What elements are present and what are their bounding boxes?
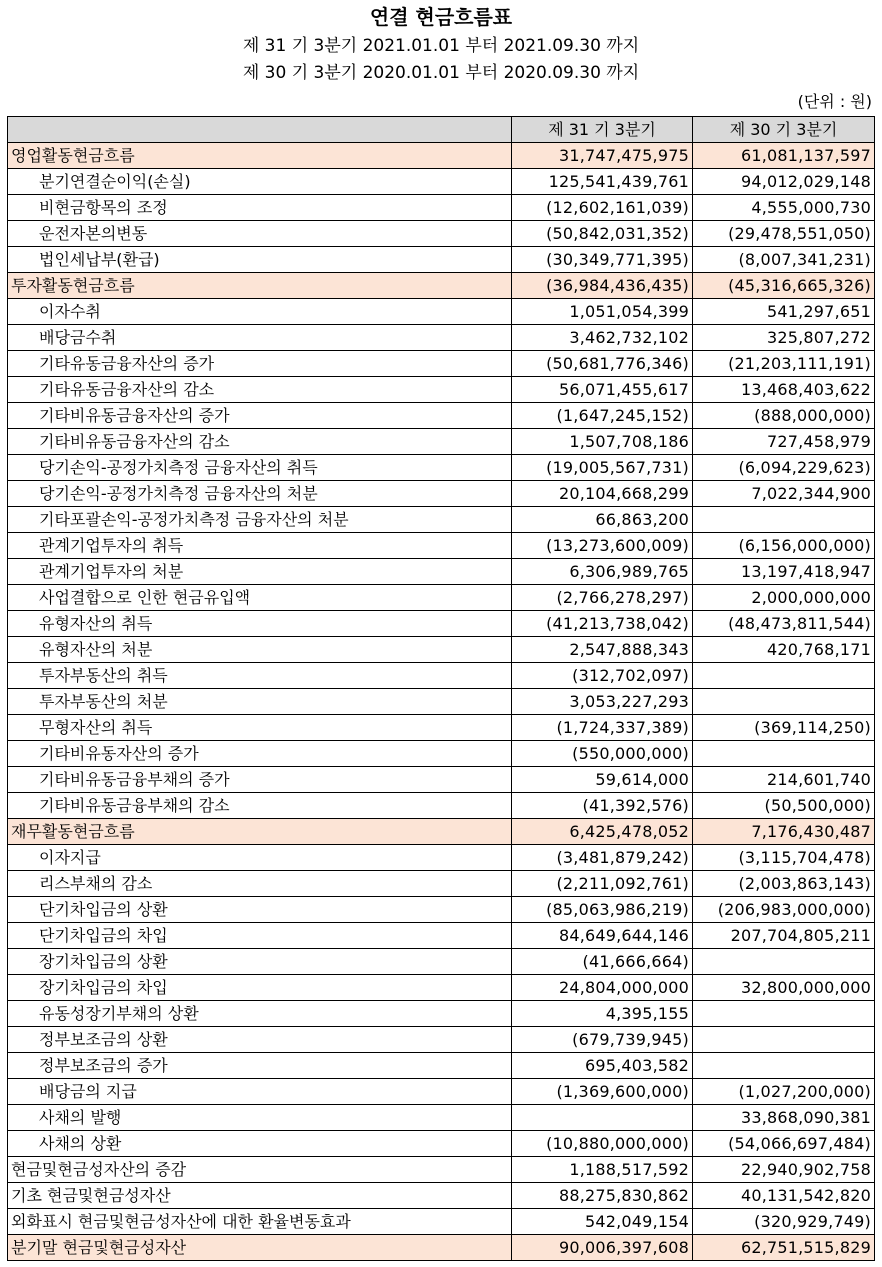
row-value-current: (2,211,092,761) [512,871,693,897]
row-value-current: 90,006,397,608 [512,1235,693,1261]
table-row [8,169,875,195]
row-value-current: 66,863,200 [512,507,693,533]
row-label: 재무활동현금흐름 [8,819,512,845]
row-label: 현금및현금성자산의 증감 [8,1157,512,1183]
row-value-current: 1,051,054,399 [512,299,693,325]
row-label: 정부보조금의 상환 [8,1027,512,1053]
row-label: 기타유동금융자산의 증가 [8,351,512,377]
row-value-prior: (888,000,000) [693,403,875,429]
row-label: 당기손익-공정가치측정 금융자산의 처분 [8,481,512,507]
row-value-prior: 325,807,272 [693,325,875,351]
table-row [8,611,875,637]
row-value-current: 31,747,475,975 [512,143,693,169]
row-value-prior: (206,983,000,000) [693,897,875,923]
row-value-prior: (29,478,551,050) [693,221,875,247]
table-row-section [8,819,875,845]
row-label: 단기차입금의 상환 [8,897,512,923]
row-value-prior [693,1027,875,1053]
table-row [8,533,875,559]
row-value-prior [693,507,875,533]
table-row [8,1105,875,1131]
row-value-prior: 40,131,542,820 [693,1183,875,1209]
row-value-current: 125,541,439,761 [512,169,693,195]
row-label: 장기차입금의 상환 [8,949,512,975]
table-row [8,845,875,871]
column-header-label [8,117,512,143]
table-row-section [8,1235,875,1261]
table-row [8,637,875,663]
row-value-current: (3,481,879,242) [512,845,693,871]
period-current: 제 31 기 3분기 2021.01.01 부터 2021.09.30 까지 [242,36,640,56]
row-value-current: (1,647,245,152) [512,403,693,429]
row-value-prior: (1,027,200,000) [693,1079,875,1105]
unit-label: (단위 : 원) [797,92,872,111]
row-value-prior: 32,800,000,000 [693,975,875,1001]
row-label: 투자활동현금흐름 [8,273,512,299]
row-label: 사채의 상환 [8,1131,512,1157]
row-value-current: (41,213,738,042) [512,611,693,637]
row-value-current: (36,984,436,435) [512,273,693,299]
row-label: 당기손익-공정가치측정 금융자산의 취득 [8,455,512,481]
table-row [8,949,875,975]
table-row [8,923,875,949]
row-value-current: 6,306,989,765 [512,559,693,585]
table-row [8,1001,875,1027]
row-label: 단기차입금의 차입 [8,923,512,949]
row-value-prior: (8,007,341,231) [693,247,875,273]
row-value-prior [693,689,875,715]
row-label: 투자부동산의 취득 [8,663,512,689]
table-row [8,663,875,689]
row-value-prior: 4,555,000,730 [693,195,875,221]
table-row [8,507,875,533]
row-value-prior [693,949,875,975]
row-value-prior: 207,704,805,211 [693,923,875,949]
cash-flow-table [7,116,875,1261]
table-row [8,325,875,351]
row-value-prior: (50,500,000) [693,793,875,819]
row-value-prior: (45,316,665,326) [693,273,875,299]
table-row-section [8,143,875,169]
table-row [8,1131,875,1157]
row-value-current: (10,880,000,000) [512,1131,693,1157]
table-header-row [8,117,875,143]
row-value-current: 4,395,155 [512,1001,693,1027]
row-value-current: (12,602,161,039) [512,195,693,221]
row-label: 비현금항목의 조정 [8,195,512,221]
row-label: 기타비유동금융부채의 증가 [8,767,512,793]
row-label: 유형자산의 처분 [8,637,512,663]
row-label: 장기차입금의 차입 [8,975,512,1001]
row-label: 기타비유동금융자산의 증가 [8,403,512,429]
table-row [8,1053,875,1079]
row-value-current: 3,462,732,102 [512,325,693,351]
row-value-current: (13,273,600,009) [512,533,693,559]
row-value-prior: 2,000,000,000 [693,585,875,611]
table-row [8,585,875,611]
row-label: 이자수취 [8,299,512,325]
table-row [8,351,875,377]
row-value-current: (19,005,567,731) [512,455,693,481]
row-value-current: (1,724,337,389) [512,715,693,741]
column-header-current: 제 31 기 3분기 [512,117,693,143]
row-value-prior: (21,203,111,191) [693,351,875,377]
row-value-prior: (369,114,250) [693,715,875,741]
row-value-prior [693,741,875,767]
row-value-prior: (3,115,704,478) [693,845,875,871]
row-value-current: (85,063,986,219) [512,897,693,923]
row-label: 분기말 현금및현금성자산 [8,1235,512,1261]
row-label: 기타유동금융자산의 감소 [8,377,512,403]
row-value-prior: 62,751,515,829 [693,1235,875,1261]
row-value-current: 1,188,517,592 [512,1157,693,1183]
row-label: 운전자본의변동 [8,221,512,247]
statement-title: 연결 현금흐름표 [369,5,513,29]
row-label: 사업결합으로 인한 현금유입액 [8,585,512,611]
row-value-prior: (6,156,000,000) [693,533,875,559]
table-row-section [8,273,875,299]
row-value-prior: 33,868,090,381 [693,1105,875,1131]
row-label: 영업활동현금흐름 [8,143,512,169]
table-row [8,1157,875,1183]
row-value-current: 1,507,708,186 [512,429,693,455]
row-label: 기타비유동금융자산의 감소 [8,429,512,455]
row-label: 이자지급 [8,845,512,871]
row-value-prior: 94,012,029,148 [693,169,875,195]
row-label: 배당금의 지급 [8,1079,512,1105]
row-value-current: (50,681,776,346) [512,351,693,377]
row-value-prior [693,663,875,689]
table-row [8,871,875,897]
row-value-current: (2,766,278,297) [512,585,693,611]
row-value-prior: 7,022,344,900 [693,481,875,507]
column-header-prior: 제 30 기 3분기 [693,117,875,143]
row-label: 분기연결순이익(손실) [8,169,512,195]
row-value-current: 2,547,888,343 [512,637,693,663]
table-row [8,429,875,455]
row-value-current: 24,804,000,000 [512,975,693,1001]
row-value-current: (41,666,664) [512,949,693,975]
row-label: 기초 현금및현금성자산 [8,1183,512,1209]
row-value-current: (679,739,945) [512,1027,693,1053]
row-value-prior: (2,003,863,143) [693,871,875,897]
period-prior: 제 30 기 3분기 2020.01.01 부터 2020.09.30 까지 [242,63,640,83]
table-row [8,1079,875,1105]
row-value-current: (41,392,576) [512,793,693,819]
row-label: 기타비유동자산의 증가 [8,741,512,767]
row-value-current: 6,425,478,052 [512,819,693,845]
table-row [8,481,875,507]
row-label: 법인세납부(환급) [8,247,512,273]
table-row [8,689,875,715]
row-value-current: (550,000,000) [512,741,693,767]
row-label: 유동성장기부채의 상환 [8,1001,512,1027]
table-row [8,299,875,325]
row-value-current: (50,842,031,352) [512,221,693,247]
table-row [8,195,875,221]
row-value-current: 20,104,668,299 [512,481,693,507]
row-label: 사채의 발행 [8,1105,512,1131]
row-value-prior: (320,929,749) [693,1209,875,1235]
row-value-prior: 541,297,651 [693,299,875,325]
table-row [8,897,875,923]
row-value-prior: (54,066,697,484) [693,1131,875,1157]
row-value-prior: 214,601,740 [693,767,875,793]
table-row [8,741,875,767]
table-row [8,1027,875,1053]
table-row [8,455,875,481]
row-label: 배당금수취 [8,325,512,351]
table-row [8,559,875,585]
row-value-current: 56,071,455,617 [512,377,693,403]
row-value-current: 3,053,227,293 [512,689,693,715]
table-row [8,377,875,403]
row-value-current: 695,403,582 [512,1053,693,1079]
table-row [8,221,875,247]
row-label: 관계기업투자의 취득 [8,533,512,559]
row-value-prior: (6,094,229,623) [693,455,875,481]
row-value-prior [693,1053,875,1079]
row-value-prior: 22,940,902,758 [693,1157,875,1183]
table-row [8,247,875,273]
row-label: 기타포괄손익-공정가치측정 금융자산의 처분 [8,507,512,533]
row-value-prior: 13,197,418,947 [693,559,875,585]
row-value-current: 88,275,830,862 [512,1183,693,1209]
table-row [8,403,875,429]
row-value-prior: 13,468,403,622 [693,377,875,403]
table-row [8,1209,875,1235]
row-value-current [512,1105,693,1131]
table-row [8,793,875,819]
row-value-prior: 727,458,979 [693,429,875,455]
row-value-current: (312,702,097) [512,663,693,689]
row-label: 유형자산의 취득 [8,611,512,637]
row-value-current: 542,049,154 [512,1209,693,1235]
row-value-current: 59,614,000 [512,767,693,793]
row-label: 관계기업투자의 처분 [8,559,512,585]
row-value-prior: 420,768,171 [693,637,875,663]
row-value-prior: 7,176,430,487 [693,819,875,845]
row-value-prior [693,1001,875,1027]
row-value-current: (30,349,771,395) [512,247,693,273]
row-value-current: 84,649,644,146 [512,923,693,949]
row-value-prior: (48,473,811,544) [693,611,875,637]
row-label: 리스부채의 감소 [8,871,512,897]
table-row [8,767,875,793]
row-value-prior: 61,081,137,597 [693,143,875,169]
row-value-current: (1,369,600,000) [512,1079,693,1105]
row-label: 투자부동산의 처분 [8,689,512,715]
row-label: 정부보조금의 증가 [8,1053,512,1079]
table-row [8,1183,875,1209]
row-label: 기타비유동금융부채의 감소 [8,793,512,819]
table-row [8,975,875,1001]
table-row [8,715,875,741]
row-label: 무형자산의 취득 [8,715,512,741]
row-label: 외화표시 현금및현금성자산에 대한 환율변동효과 [8,1209,512,1235]
